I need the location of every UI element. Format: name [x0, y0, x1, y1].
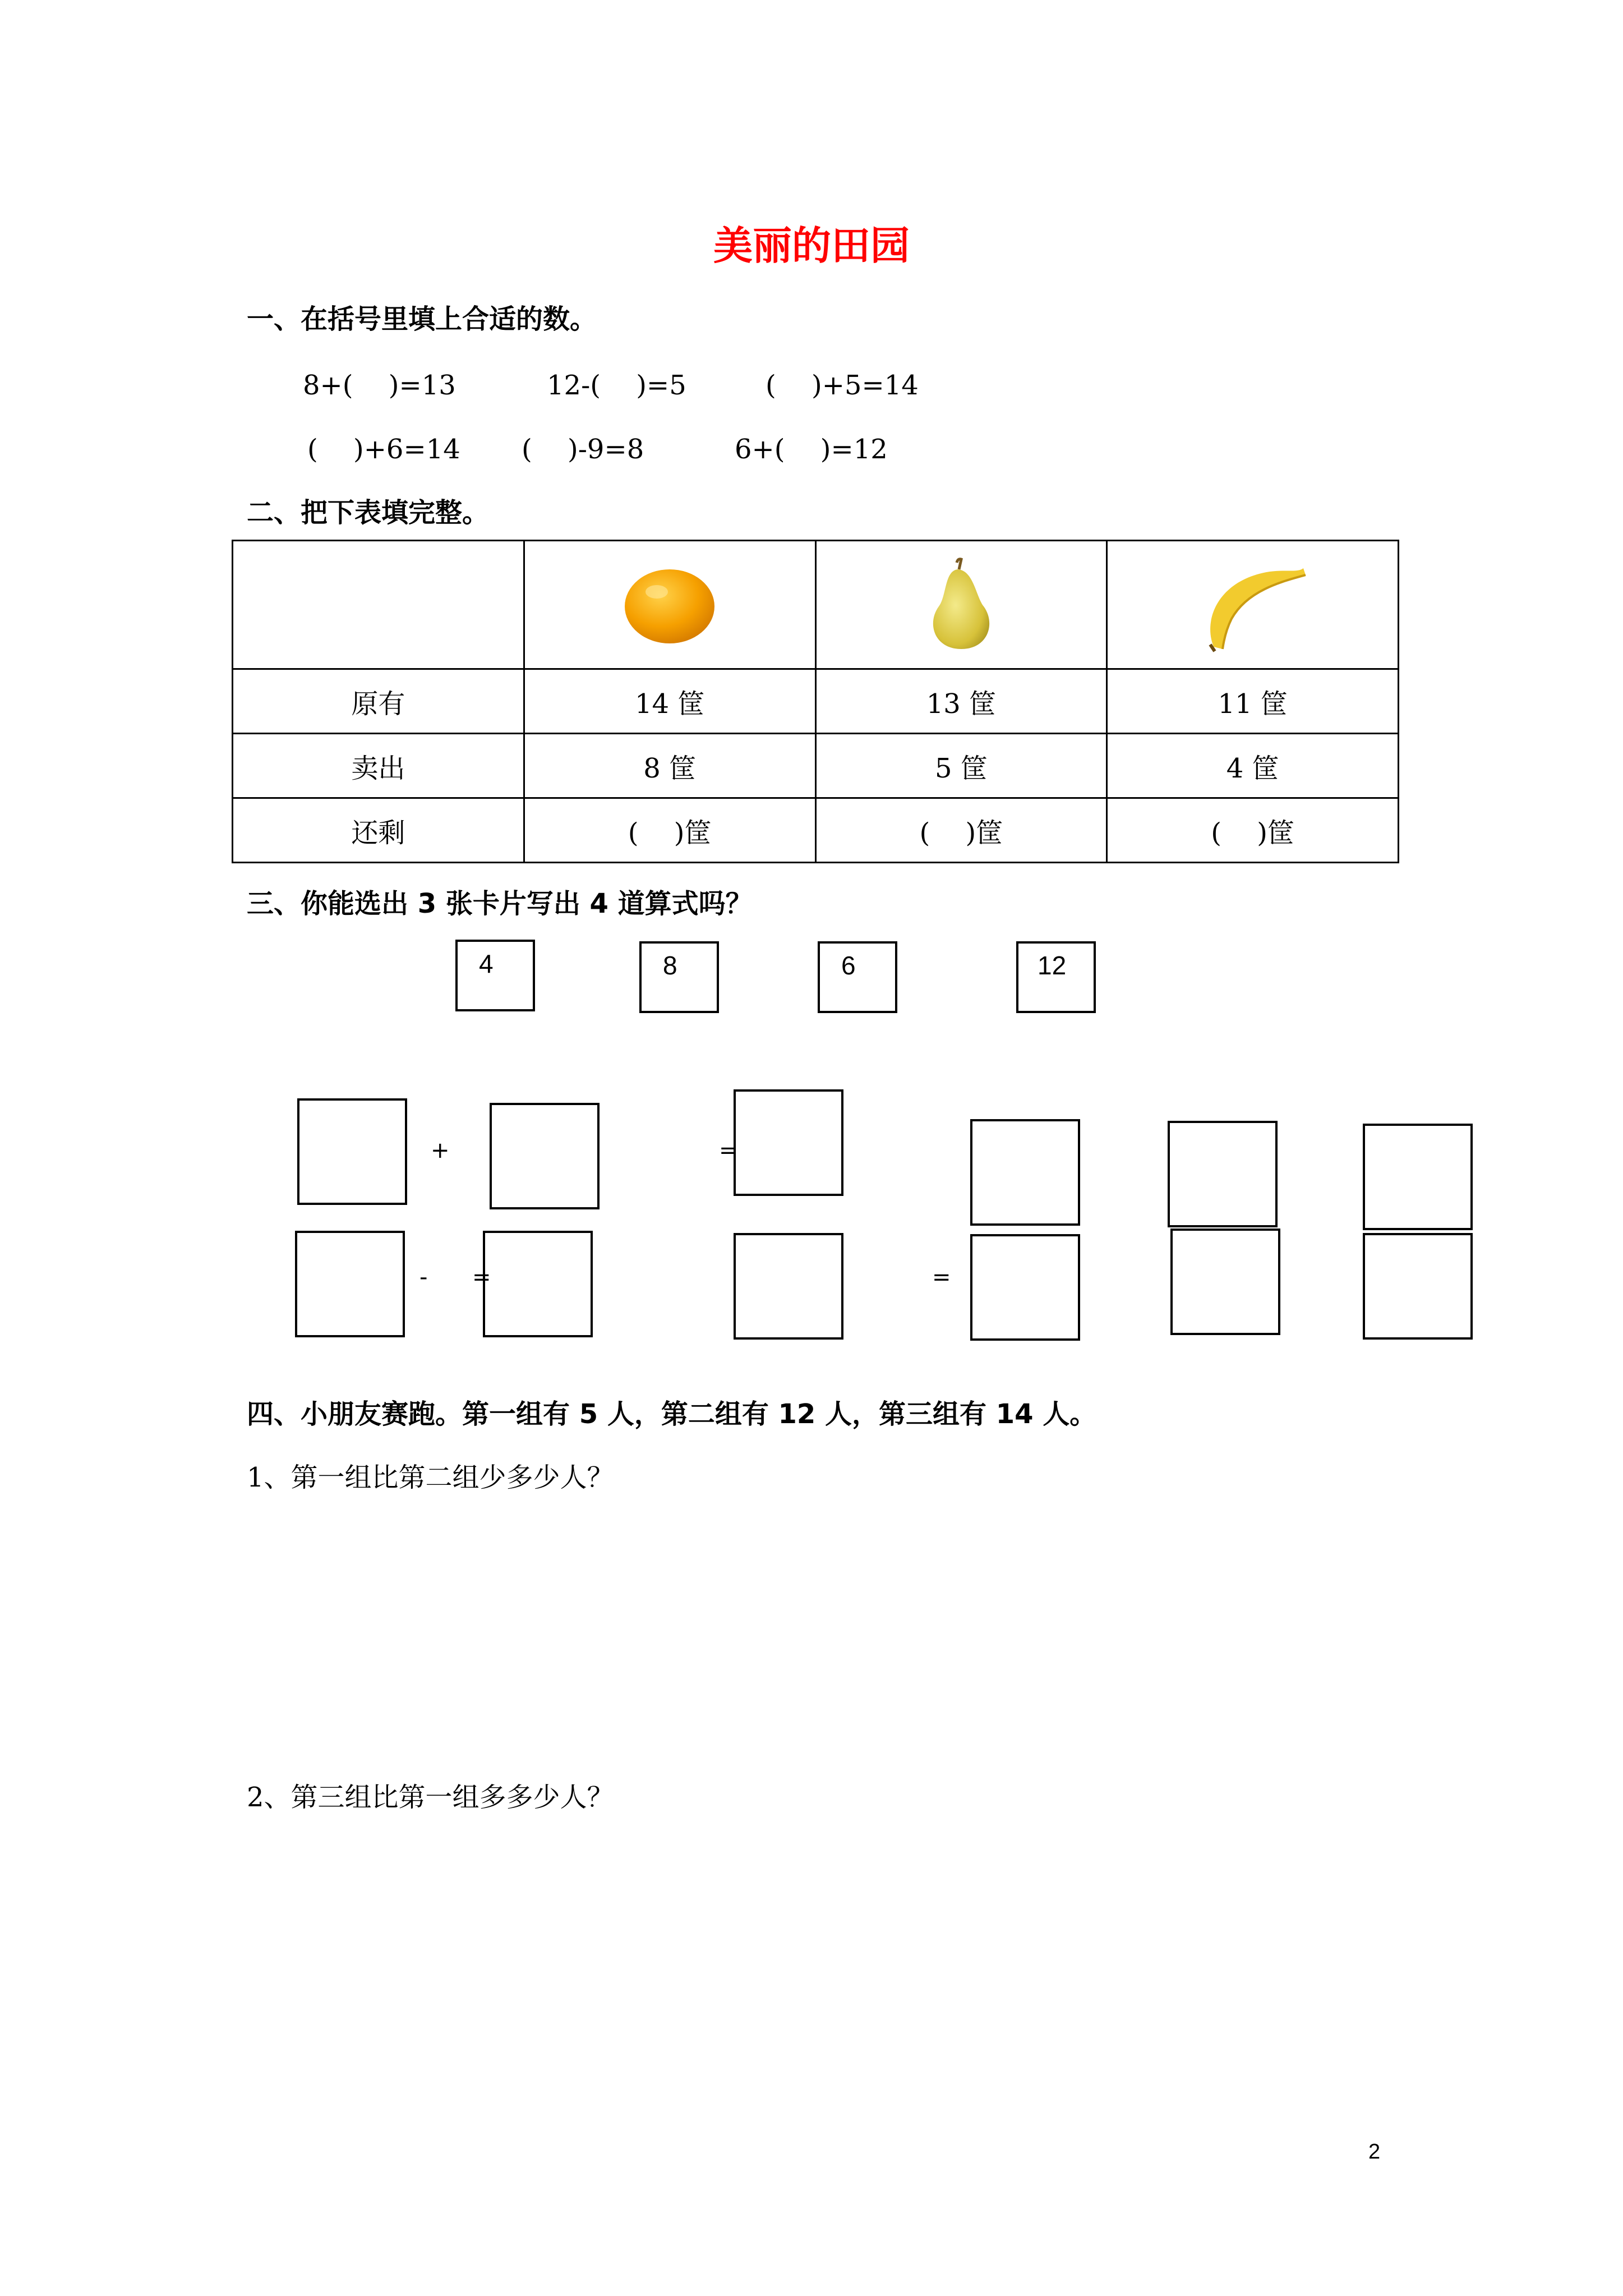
answer-box[interactable]	[734, 1233, 843, 1340]
minus-sign: -	[419, 1264, 428, 1290]
equation-2-3: 6+( )=12	[735, 434, 888, 465]
plus-sign: +	[431, 1138, 450, 1163]
section-1-heading: 一、在括号里填上合适的数。	[247, 303, 597, 335]
fruit-table	[232, 540, 1399, 863]
number-card[interactable]: 4	[455, 940, 535, 1011]
number-card[interactable]: 6	[818, 941, 897, 1013]
section-2-heading: 二、把下表填完整。	[247, 497, 490, 528]
answer-cell[interactable]: ( )筐	[815, 798, 1107, 863]
page-number: 2	[1368, 2140, 1381, 2164]
row-label: 卖出	[233, 734, 524, 798]
number-card[interactable]: 8	[639, 941, 719, 1013]
answer-box[interactable]	[490, 1103, 600, 1209]
section-3-heading: 三、你能选出 3 张卡片写出 4 道算式吗？	[247, 888, 753, 919]
pear-icon	[922, 557, 1000, 652]
answer-box[interactable]	[1363, 1233, 1473, 1340]
table-cell: 11 筐	[1107, 669, 1399, 734]
row-label: 还剩	[233, 798, 524, 863]
section-4-heading: 四、小朋友赛跑。第一组有 5 人，第二组有 12 人，第三组有 14 人。	[247, 1398, 1097, 1430]
answer-box[interactable]	[970, 1119, 1080, 1226]
answer-cell[interactable]: ( )筐	[524, 798, 815, 863]
table-cell: 5 筐	[815, 734, 1107, 798]
answer-box[interactable]	[970, 1234, 1080, 1341]
answer-box[interactable]	[734, 1089, 843, 1196]
answer-cell[interactable]: ( )筐	[1107, 798, 1399, 863]
orange-icon	[622, 563, 717, 647]
table-cell: 13 筐	[815, 669, 1107, 734]
equals-sign: =	[719, 1138, 738, 1163]
table-corner-cell	[233, 541, 524, 669]
table-header-row	[233, 541, 1399, 669]
equals-sign: =	[472, 1264, 491, 1290]
equation-2-2: ( )-9=8	[522, 434, 644, 465]
row-label: 原有	[233, 669, 524, 734]
table-header-cell	[524, 541, 815, 669]
answer-box[interactable]	[483, 1231, 593, 1337]
answer-box[interactable]	[1363, 1124, 1473, 1230]
table-row	[233, 734, 1399, 798]
table-row	[233, 798, 1399, 863]
table-header-cell	[1107, 541, 1399, 669]
equation-1-3: ( )+5=14	[766, 370, 919, 401]
answer-box[interactable]	[297, 1098, 407, 1205]
question-2: 2、第三组比第一组多多少人？	[247, 1782, 614, 1813]
answer-box[interactable]	[295, 1231, 405, 1337]
table-row	[233, 669, 1399, 734]
equation-2-1: ( )+6=14	[307, 434, 460, 465]
number-card[interactable]: 12	[1016, 941, 1096, 1013]
table-cell: 8 筐	[524, 734, 815, 798]
question-1: 1、第一组比第二组少多少人？	[247, 1462, 614, 1493]
table-cell: 4 筐	[1107, 734, 1399, 798]
answer-box[interactable]	[1170, 1228, 1280, 1335]
page-title: 美丽的田园	[713, 223, 910, 269]
table-cell: 14 筐	[524, 669, 815, 734]
banana-icon	[1197, 557, 1309, 652]
table-header-cell	[815, 541, 1107, 669]
equals-sign: =	[932, 1264, 951, 1290]
answer-box[interactable]	[1168, 1121, 1278, 1227]
equation-1-1: 8+( )=13	[303, 370, 456, 401]
equation-1-2: 12-( )=5	[547, 370, 686, 401]
